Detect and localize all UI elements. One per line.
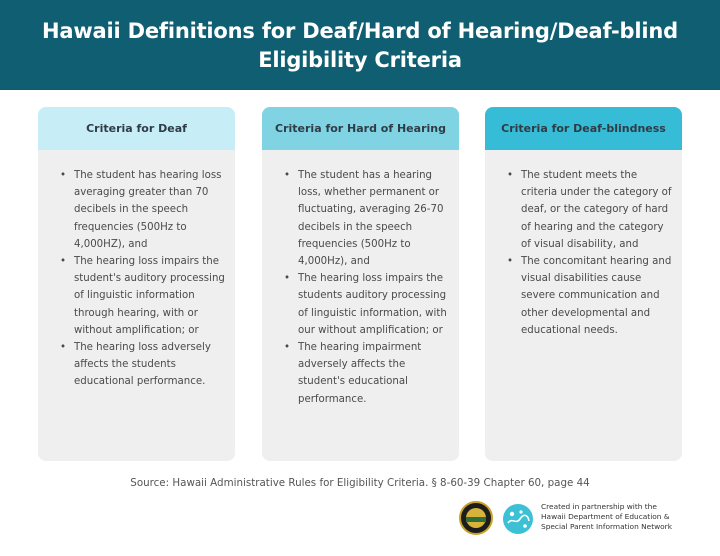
card-deafblind-bullet: • The student meets the criteria under the category of deaf, or the category of hard of hearing and the category of visual disability, and <box>507 167 672 253</box>
card-deaf-bullet: • The student has hearing loss averaging greater than 70 decibels in the speech frequencies (500Hz to 4,000HZ), and <box>60 167 225 253</box>
page-title-line-1: Hawaii Definitions for Deaf/Hard of Hearing/Deaf-blind <box>42 19 678 43</box>
card-deaf-blindness <box>485 107 682 461</box>
title-banner <box>0 0 720 90</box>
spin-logo-icon <box>502 503 534 535</box>
card-hoh-list <box>262 150 459 408</box>
credit-line: Special Parent Information Network <box>541 522 672 531</box>
credit-line: Created in partnership with the <box>541 502 657 511</box>
card-hard-of-hearing <box>262 107 459 461</box>
page-title-line-2: Eligibility Criteria <box>258 48 462 72</box>
card-hoh-bullet: • The hearing impairment adversely affects the student's educational performance. <box>284 339 449 408</box>
credit-line: Hawaii Department of Education & <box>541 512 670 521</box>
card-deaf-bullet: • The hearing loss adversely affects the students educational performance. <box>60 339 225 391</box>
card-hoh-title: Criteria for Hard of Hearing <box>262 107 459 150</box>
source-citation: Source: Hawaii Administrative Rules for Eligibility Criteria. § 8-60-39 Chapter 60, page 44 <box>130 477 590 489</box>
card-deaf-title: Criteria for Deaf <box>38 107 235 150</box>
card-deaf-bullet: • The hearing loss impairs the student's auditory processing of linguistic information through hearing, with or without amplification; or <box>60 253 225 339</box>
hawaii-doe-seal-icon <box>459 501 493 535</box>
card-deaf <box>38 107 235 461</box>
card-hoh-bullet: • The hearing loss impairs the students auditory processing of linguistic information, with our without amplification; or <box>284 270 449 339</box>
card-deafblind-bullet: • The concomitant hearing and visual disabilities cause severe communication and other developmental and educational needs. <box>507 253 672 339</box>
card-hoh-bullet: • The student has a hearing loss, whether permanent or fluctuating, averaging 26-70 decibels in the speech frequencies (500Hz to 4,000Hz), and <box>284 167 449 270</box>
partnership-credit <box>541 502 711 532</box>
card-deafblind-title: Criteria for Deaf-blindness <box>485 107 682 150</box>
card-deaf-list <box>38 150 235 391</box>
card-deafblind-list <box>485 150 682 339</box>
